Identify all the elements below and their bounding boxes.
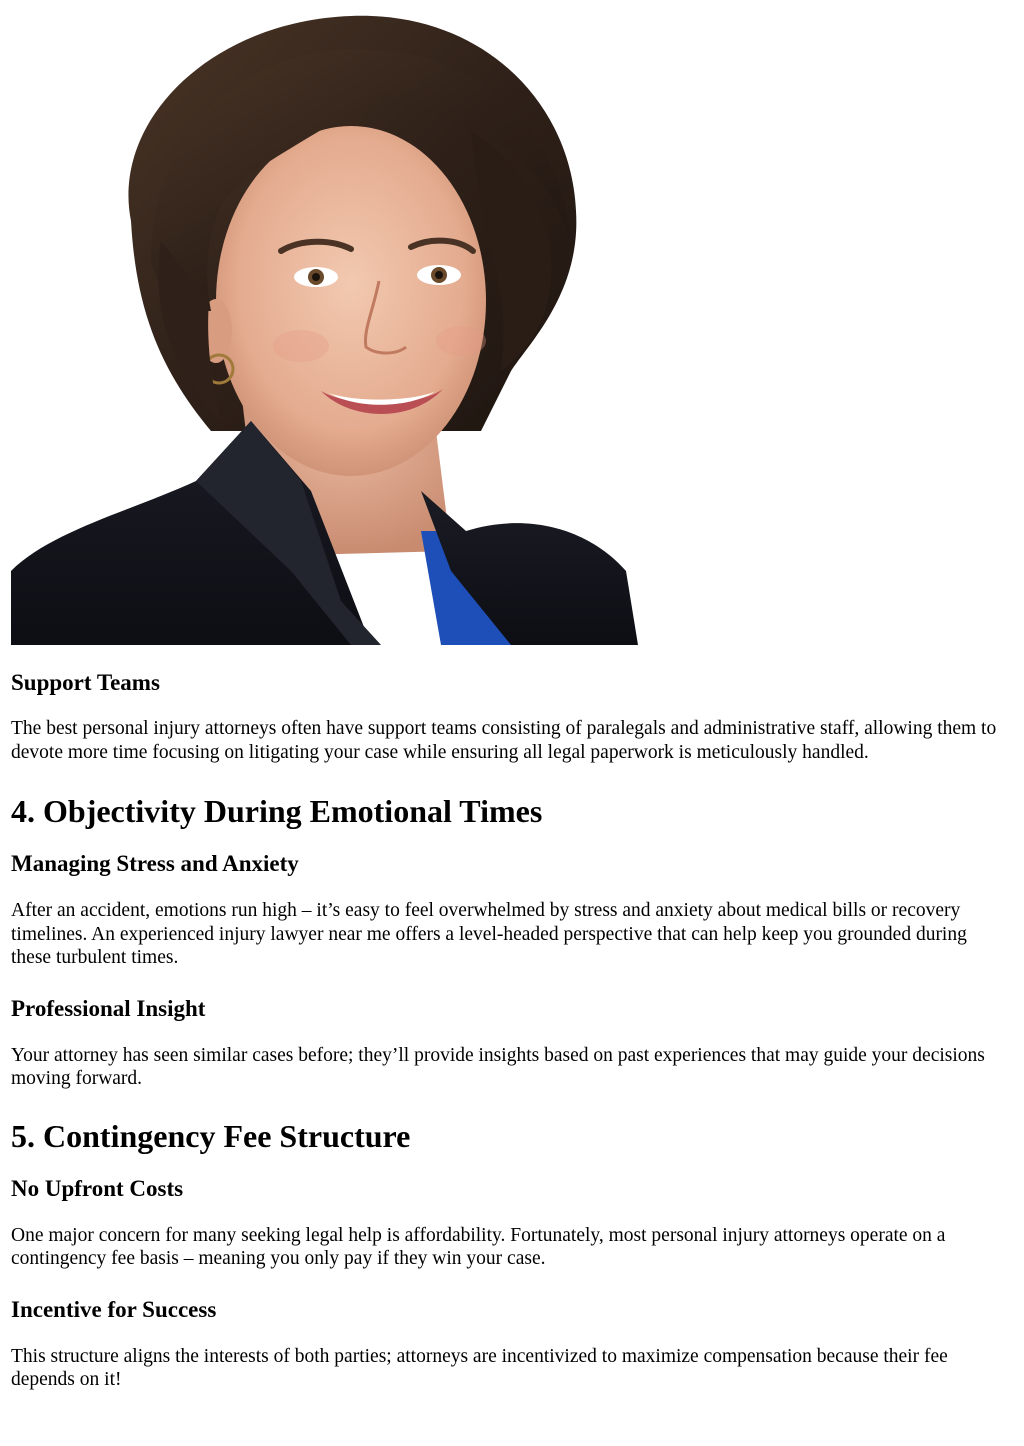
article — [11, 11, 1011, 1392]
professional-insight-paragraph: Your attorney has seen similar cases before; they’ll provide insights based on past experiences that may guide your decisions moving forward. — [11, 1044, 985, 1089]
professional-insight-heading: Professional Insight — [11, 995, 206, 1021]
support-teams-paragraph: The best personal injury attorneys often have support teams consisting of paralegals and administrative staff, allowing them to devote more time focusing on litigating your case while ensuring all legal paperwork is meticulously handled. — [11, 718, 997, 763]
incentive-for-success-paragraph: This structure aligns the interests of both parties; attorneys are incentivized to maximize compensation because their fee depends on it! — [11, 1345, 948, 1390]
objectivity-section-heading: 4. Objectivity During Emotional Times — [11, 793, 543, 829]
support-teams-heading: Support Teams — [11, 670, 160, 695]
managing-stress-paragraph: After an accident, emotions run high – it’s easy to feel overwhelmed by stress and anxiety about medical bills or recovery timelines. An experienced injury lawyer near me offers a level-headed perspective that can help keep you grounded during these turbulent times. — [11, 900, 967, 968]
attorney-portrait-photo — [11, 11, 638, 645]
managing-stress-heading: Managing Stress and Anxiety — [11, 851, 299, 876]
no-upfront-costs-heading: No Upfront Costs — [11, 1175, 184, 1201]
no-upfront-costs-paragraph: One major concern for many seeking legal help is affordability. Fortunately, most personal injury attorneys operate on a contingency fee basis – meaning you only pay if they win your case. — [11, 1224, 946, 1269]
contingency-section-heading: 5. Contingency Fee Structure — [11, 1117, 411, 1154]
incentive-for-success-heading: Incentive for Success — [11, 1296, 217, 1322]
